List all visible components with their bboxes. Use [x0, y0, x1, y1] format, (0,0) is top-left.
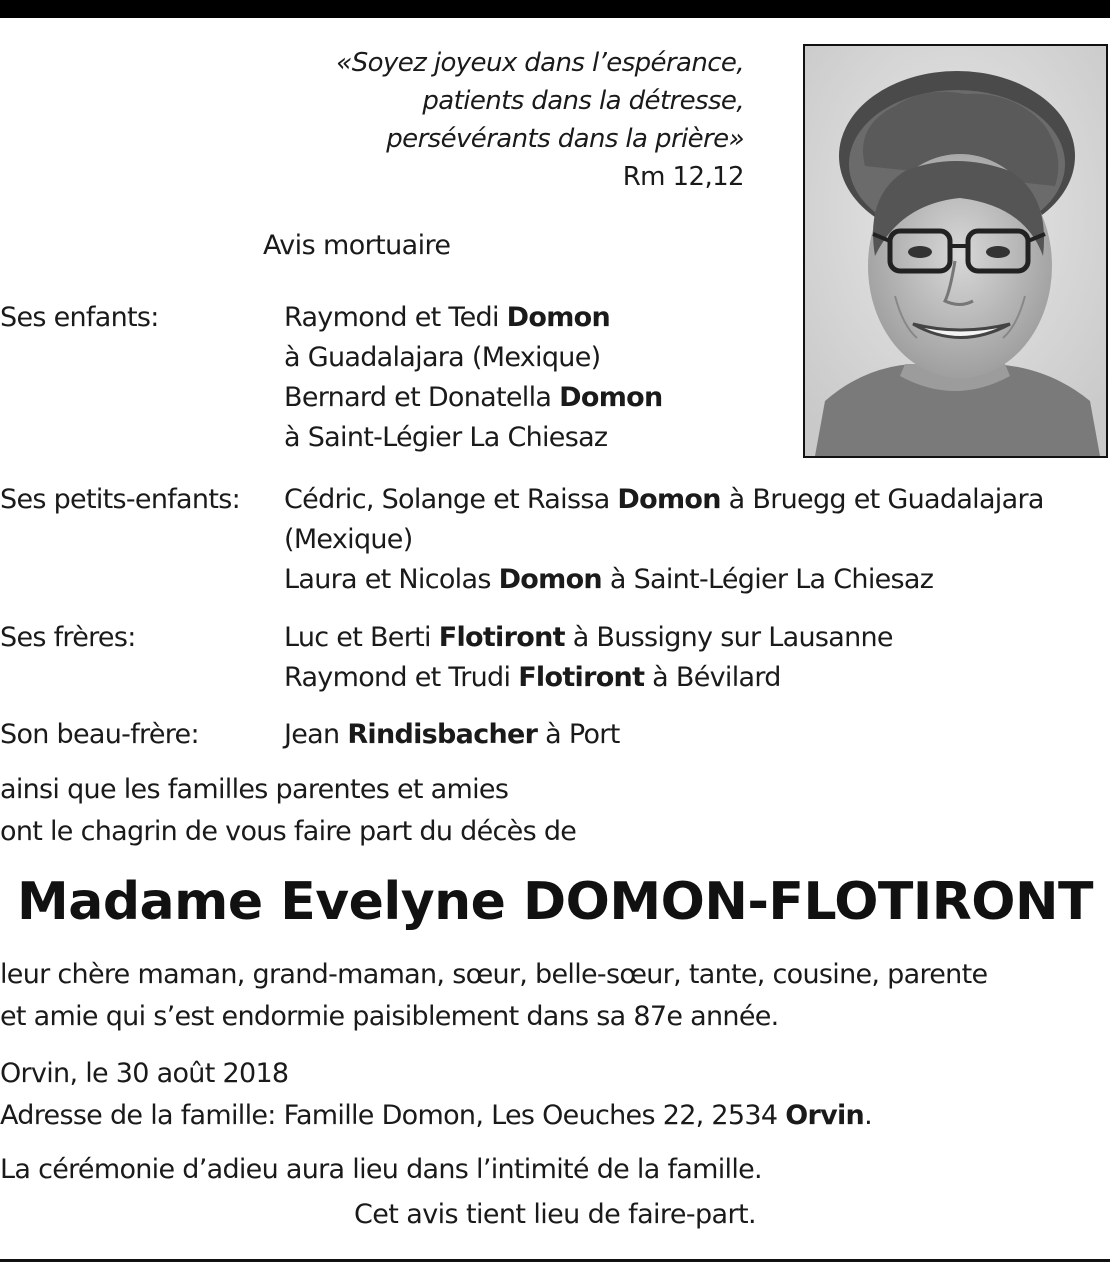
entry-text: à Guadalajara (Mexique)	[284, 342, 601, 373]
grandchildren-label: Ses petits-enfants:	[0, 484, 240, 515]
list-item	[284, 480, 1110, 560]
deceased-name: Madame Evelyne DOMON-FLOTIRONT	[17, 872, 1093, 932]
entry-text: à Saint-Légier La Chiesaz	[284, 422, 608, 453]
ceremony-note: La cérémonie d’adieu aura lieu dans l’intimité de la famille.	[0, 1154, 762, 1185]
verse-reference: Rm 12,12	[622, 162, 744, 192]
brothers-label: Ses frères:	[0, 622, 136, 653]
entry-place: à Bévilard	[644, 662, 781, 693]
family-address	[0, 1096, 872, 1136]
list-item	[284, 418, 663, 458]
address-text: Adresse de la famille: Famille Domon, Les Oeuches 22, 2534	[0, 1100, 786, 1131]
entry-place: à Port	[537, 719, 620, 750]
entry-surname: Rindisbacher	[347, 719, 538, 750]
entry-place: à Bruegg et Guadalajara (Mexique)	[284, 484, 1044, 555]
verse-line: patients dans la détresse,	[422, 86, 744, 116]
place-date: Orvin, le 30 août 2018	[0, 1058, 289, 1089]
verse-line: persévérants dans la prière»	[386, 124, 744, 154]
entry-surname: Flotiront	[438, 622, 565, 653]
entry-surname: Domon	[559, 382, 663, 413]
entry-text: Raymond et Trudi	[284, 662, 519, 693]
top-rule	[0, 0, 1110, 18]
brother-in-law-label: Son beau-frère:	[0, 719, 199, 750]
list-item	[284, 658, 893, 698]
entry-text: Luc et Berti	[284, 622, 439, 653]
entry-text: Bernard et Donatella	[284, 382, 560, 413]
verse-line: «Soyez joyeux dans l’espérance,	[336, 48, 744, 78]
entry-surname: Domon	[506, 302, 611, 333]
bottom-rule	[0, 1259, 1110, 1262]
list-item	[284, 378, 663, 418]
entry-place: à Bussigny sur Lausanne	[564, 622, 893, 653]
entry-surname: Flotiront	[518, 662, 645, 693]
entry-text: Jean	[284, 719, 348, 750]
entry-surname: Domon	[498, 564, 602, 595]
notice-heading: Avis mortuaire	[263, 230, 451, 261]
address-suffix: .	[864, 1100, 872, 1131]
announcement-line: ont le chagrin de vous faire part du décès de	[0, 816, 577, 847]
list-item	[284, 338, 663, 378]
entry-text: Cédric, Solange et Raissa	[284, 484, 618, 515]
description-line: et amie qui s’est endormie paisiblement dans sa 87e année.	[0, 1001, 779, 1032]
entry-text: Laura et Nicolas	[284, 564, 499, 595]
description-line: leur chère maman, grand-maman, sœur, belle-sœur, tante, cousine, parente	[0, 959, 988, 990]
entry-surname: Domon	[617, 484, 721, 515]
entry-text: Raymond et Tedi	[284, 302, 507, 333]
announcement-line: ainsi que les familles parentes et amies	[0, 774, 509, 805]
portrait-photo	[803, 44, 1108, 458]
bible-verse	[144, 44, 744, 196]
list-item	[284, 298, 663, 338]
portrait-photo-icon	[805, 46, 1106, 456]
entry-place: à Saint-Légier La Chiesaz	[601, 564, 934, 595]
children-label: Ses enfants:	[0, 302, 159, 333]
address-town: Orvin	[785, 1100, 865, 1131]
list-item	[284, 715, 620, 755]
closing-note: Cet avis tient lieu de faire-part.	[354, 1199, 756, 1230]
list-item	[284, 618, 893, 658]
list-item	[284, 560, 1110, 600]
